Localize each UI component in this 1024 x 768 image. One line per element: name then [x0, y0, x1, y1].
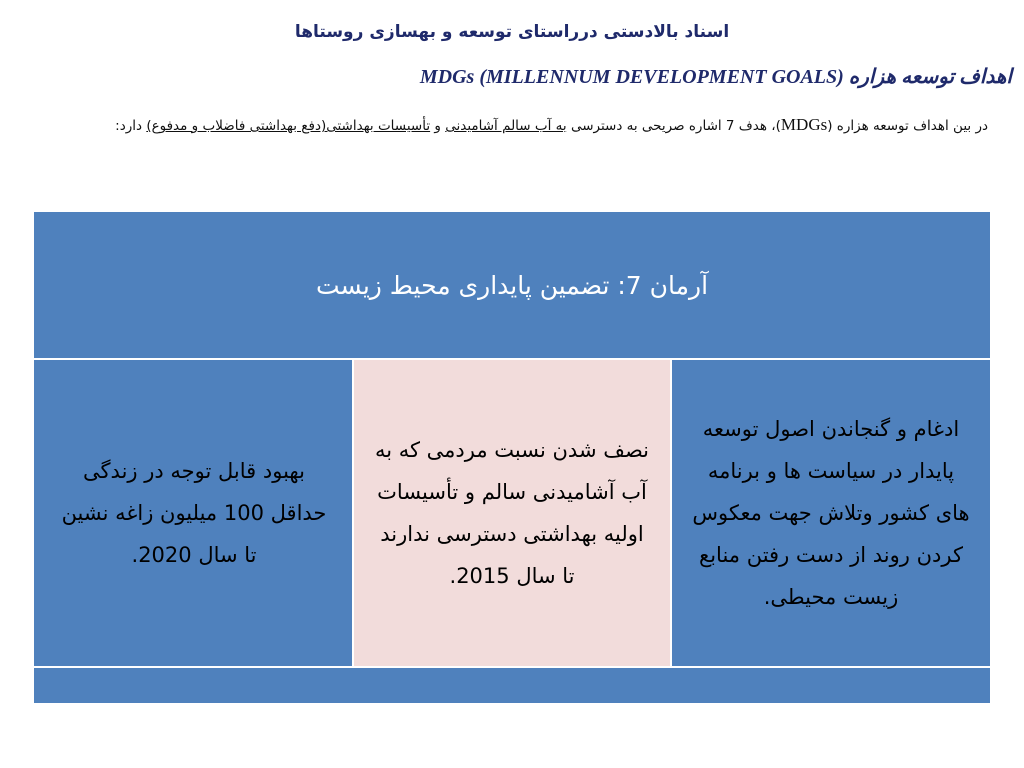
- intro-text-3: و: [430, 118, 446, 134]
- table-cell-slums: [36, 360, 352, 666]
- intro-text-4: دارد:: [115, 118, 147, 134]
- table-cell-integration-text: ادغام و گنجاندن اصول توسعه پایدار در سیاست ها و برنامه های کشور وتلاش جهت معکوس کردن روند از دست رفتن منابع زیست محیطی.: [692, 417, 970, 609]
- page-subtitle: اهداف توسعه هزاره MDGs (MILLENNUM DEVELOPMENT GOALS): [419, 66, 1012, 88]
- table-column-divider: [352, 360, 354, 666]
- intro-mdgs: MDGs: [780, 115, 828, 134]
- goal-table: [34, 212, 990, 703]
- intro-paragraph: [108, 112, 988, 139]
- intro-underline-sanitation: تأسیسات بهداشتی(دفع بهداشتی فاضلاب و مدفوع): [146, 118, 431, 134]
- page-title: اسناد بالادستی درراستای توسعه و بهسازی روستاها: [294, 22, 730, 42]
- intro-underline-water: به آب سالم آشامیدنی: [445, 118, 567, 134]
- table-cell-water-sanitation-text: نصف شدن نسبت مردمی که به آب آشامیدنی سالم و تأسیسات اولیه بهداشتی دسترسی ندارند تا سال 2015.: [374, 438, 650, 588]
- intro-text-1: در بین اهداف توسعه هزاره (: [827, 118, 988, 134]
- goal-table-header: آرمان 7: تضمین پایداری محیط زیست: [34, 212, 990, 358]
- goal-table-footer: [34, 668, 990, 703]
- table-cell-integration: [672, 360, 990, 666]
- table-cell-slums-text: بهبود قابل توجه در زندگی حداقل 100 میلیون زاغه نشین تا سال 2020.: [61, 459, 327, 567]
- table-column-divider: [670, 360, 672, 666]
- intro-text-2: )، هدف 7 اشاره صریحی به دسترسی: [566, 118, 781, 134]
- table-cell-water-sanitation: [354, 360, 670, 666]
